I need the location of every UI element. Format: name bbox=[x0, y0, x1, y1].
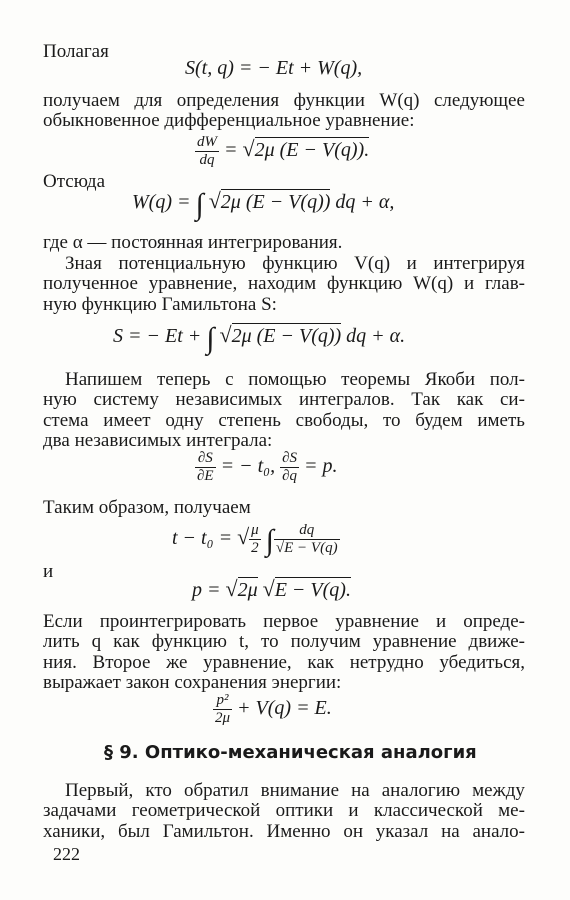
radicand: E − V(q) bbox=[284, 540, 338, 556]
word: он bbox=[343, 821, 363, 842]
section-heading: § 9. Оптико-механическая аналогия bbox=[104, 742, 477, 763]
text-line: Таким образом, получаем bbox=[43, 497, 251, 518]
word: функцию bbox=[151, 631, 228, 652]
radicand: 2μ (E − V(q)). bbox=[254, 139, 370, 162]
integral-sign: ∫ bbox=[206, 322, 215, 355]
word: t, bbox=[239, 631, 250, 652]
fraction bbox=[213, 692, 232, 727]
word: аналогию bbox=[381, 780, 461, 801]
text-line bbox=[43, 652, 525, 674]
rhs: = p. bbox=[304, 455, 338, 478]
word: и bbox=[348, 800, 359, 821]
radicand: 2μ (E − V(q)) bbox=[231, 325, 342, 347]
text-line: два независимых интеграла: bbox=[43, 430, 273, 451]
integral-sign: ∫ bbox=[265, 524, 274, 558]
word: лить bbox=[43, 631, 80, 652]
fraction bbox=[280, 450, 299, 485]
word: между bbox=[472, 780, 525, 801]
word: W(q) bbox=[379, 90, 420, 111]
word: пол- bbox=[489, 369, 525, 390]
word: одну bbox=[165, 410, 204, 431]
numerator: ∂S bbox=[195, 450, 216, 468]
word: получим bbox=[290, 631, 361, 652]
word: интегрируя bbox=[433, 253, 525, 274]
word: указал bbox=[375, 821, 429, 842]
text-line bbox=[43, 410, 525, 432]
word: кто bbox=[145, 780, 172, 801]
word: то bbox=[261, 631, 279, 652]
word: классической bbox=[373, 800, 483, 821]
word: уравнение bbox=[372, 631, 457, 652]
lhs: W(q) = bbox=[132, 191, 191, 213]
fraction bbox=[195, 134, 219, 169]
word: движе- bbox=[468, 631, 525, 652]
equation-s-integral bbox=[113, 322, 405, 356]
text-line: и bbox=[43, 561, 54, 582]
text-line bbox=[43, 90, 525, 112]
word: на bbox=[441, 821, 460, 842]
text-line bbox=[43, 273, 525, 295]
numerator: dq bbox=[274, 522, 340, 540]
fraction bbox=[274, 522, 340, 557]
word: теперь bbox=[156, 369, 211, 390]
fraction bbox=[249, 522, 261, 557]
word: убедиться, bbox=[439, 652, 525, 673]
text-line: обыкновенное дифференциальное уравнение: bbox=[43, 110, 415, 131]
radical-sign: √ bbox=[208, 188, 221, 213]
word: же bbox=[166, 652, 188, 673]
word: V(q) bbox=[354, 253, 391, 274]
numerator: ∂S bbox=[282, 450, 298, 466]
word: q bbox=[91, 631, 102, 652]
denominator: ∂E bbox=[197, 468, 214, 484]
middle: = − t₀, bbox=[220, 455, 276, 478]
equation-t-minus-t0 bbox=[172, 522, 340, 558]
text-line: выражает закон сохранения энергии: bbox=[43, 672, 342, 693]
text-line bbox=[65, 780, 525, 802]
word: проинтегрировать bbox=[99, 611, 247, 632]
word: си- bbox=[500, 389, 525, 410]
denominator: 2μ bbox=[215, 710, 231, 726]
word: W(q) bbox=[413, 273, 454, 294]
denominator: ∂q bbox=[282, 468, 298, 484]
rhs: + V(q) = E. bbox=[237, 697, 332, 720]
lhs: S = − Et + bbox=[113, 325, 202, 347]
text-line: Отсюда bbox=[43, 171, 106, 192]
word: функцию bbox=[327, 273, 403, 294]
denominator: √E − V(q) bbox=[275, 540, 338, 556]
text-line: где α — постоянная интегрирования. bbox=[43, 232, 343, 253]
word: помощью bbox=[248, 369, 327, 390]
word: ханики, bbox=[43, 821, 106, 842]
word: систему bbox=[93, 389, 159, 410]
text-line bbox=[43, 611, 525, 633]
word: Именно bbox=[266, 821, 331, 842]
word: получаем bbox=[43, 90, 120, 111]
integral-sign: ∫ bbox=[195, 188, 204, 221]
word: иметь bbox=[477, 410, 525, 431]
radical-sign: √ bbox=[262, 576, 275, 601]
word: стема bbox=[43, 410, 89, 431]
word: как bbox=[456, 389, 484, 410]
word: потенциальную bbox=[118, 253, 246, 274]
word: Второе bbox=[92, 652, 151, 673]
word: опреде- bbox=[463, 611, 525, 632]
radicand: 2μ bbox=[237, 579, 258, 601]
word: функцию bbox=[262, 253, 338, 274]
word: с bbox=[225, 369, 234, 390]
word: следующее bbox=[433, 90, 525, 111]
word: ную bbox=[43, 389, 77, 410]
word: находим bbox=[248, 273, 317, 294]
equation-dw-dq: $\frac{dW}{dq}$ = √2μ (E − V(q)). bbox=[197, 134, 370, 168]
denominator: 2 bbox=[251, 540, 259, 556]
numerator: p² bbox=[213, 692, 232, 710]
word: задачами bbox=[43, 800, 117, 821]
word: уравнение, bbox=[203, 652, 292, 673]
text-line: Полагая bbox=[43, 41, 109, 62]
word: то bbox=[382, 410, 401, 431]
word: Первый, bbox=[65, 780, 134, 801]
word: оптики bbox=[275, 800, 334, 821]
word: независимых bbox=[175, 389, 283, 410]
equation-momentum bbox=[192, 576, 351, 602]
word: ния. bbox=[43, 652, 77, 673]
word: был bbox=[117, 821, 150, 842]
word: свободы, bbox=[295, 410, 369, 431]
word: внимание bbox=[260, 780, 340, 801]
word: Так bbox=[411, 389, 441, 410]
word: глав- bbox=[484, 273, 525, 294]
word: интегралов. bbox=[298, 389, 395, 410]
word: теоремы bbox=[341, 369, 411, 390]
radicand: 2μ (E − V(q)) bbox=[220, 191, 331, 213]
word: Напишем bbox=[65, 369, 143, 390]
text-line bbox=[43, 800, 525, 822]
radical-sign: √ bbox=[225, 576, 238, 601]
text-line bbox=[43, 389, 525, 411]
radical-sign: √ bbox=[219, 322, 232, 347]
tail: dq + α. bbox=[346, 325, 406, 347]
fraction bbox=[195, 450, 216, 485]
word: и bbox=[463, 273, 475, 294]
word: функции bbox=[293, 90, 365, 111]
word: нетрудно bbox=[349, 652, 424, 673]
text-line bbox=[43, 631, 525, 653]
equation-w-integral bbox=[132, 188, 394, 222]
word: как bbox=[307, 652, 334, 673]
word: геометрической bbox=[131, 800, 261, 821]
word: на bbox=[351, 780, 370, 801]
text-line bbox=[65, 253, 525, 275]
word: степень bbox=[218, 410, 281, 431]
word: Гамильтон. bbox=[162, 821, 254, 842]
radical-sign: √ bbox=[237, 524, 250, 550]
word: обратил bbox=[183, 780, 249, 801]
word: определения bbox=[176, 90, 280, 111]
text-line: ную функцию Гамильтона S: bbox=[43, 294, 277, 315]
denominator: dq bbox=[199, 152, 215, 168]
word: анало- bbox=[472, 821, 525, 842]
text-line bbox=[65, 369, 525, 391]
word: Якоби bbox=[424, 369, 476, 390]
word: как bbox=[113, 631, 140, 652]
lhs: t − t₀ = bbox=[172, 527, 233, 550]
text-line bbox=[43, 821, 525, 843]
page-number: 222 bbox=[53, 844, 80, 864]
word: первое bbox=[263, 611, 319, 632]
word: уравнение, bbox=[148, 273, 238, 294]
lhs: p = bbox=[192, 579, 221, 601]
radical-sign: √ bbox=[242, 136, 255, 162]
word: уравнение bbox=[335, 611, 419, 632]
word: Если bbox=[43, 611, 83, 632]
word: ме- bbox=[498, 800, 525, 821]
numerator: dW bbox=[197, 134, 217, 150]
radicand: E − V(q). bbox=[274, 579, 351, 601]
word: имеет bbox=[103, 410, 151, 431]
word: и bbox=[436, 611, 447, 632]
numerator: μ bbox=[251, 522, 259, 538]
word: для bbox=[134, 90, 163, 111]
tail: dq + α, bbox=[335, 191, 395, 213]
equation-action: S(t, q) = − Et + W(q), bbox=[185, 57, 363, 79]
equation-energy bbox=[213, 692, 332, 727]
word: и bbox=[406, 253, 417, 274]
word: Зная bbox=[65, 253, 102, 274]
equation-jacobi-integrals bbox=[195, 450, 338, 485]
word: полученное bbox=[43, 273, 138, 294]
word: будем bbox=[415, 410, 463, 431]
